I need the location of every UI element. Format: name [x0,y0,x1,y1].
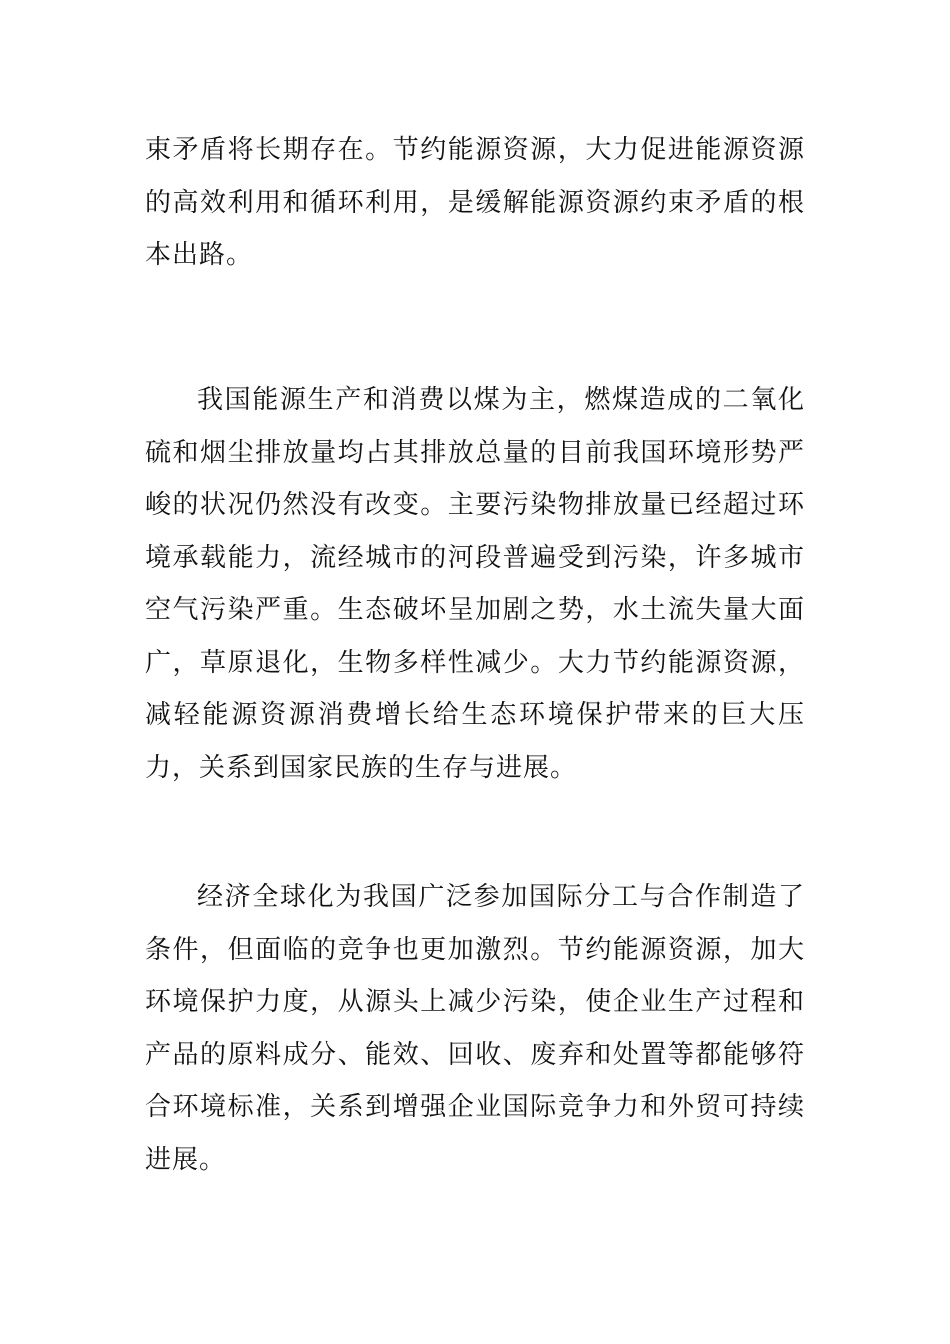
paragraph-globalization: 经济全球化为我国广泛参加国际分工与合作制造了条件，但面临的竞争也更加激烈。节约能源资源，加大环境保护力度，从源头上减少污染，使企业生产过程和产品的原料成分、能效、回收、废弃和处置等都能够符合环境标准，关系到增强企业国际竞争力和外贸可持续进展。 [145,882,805,1175]
paragraph-environment: 我国能源生产和消费以煤为主，燃煤造成的二氧化硫和烟尘排放量均占其排放总量的目前我国环境形势严峻的状况仍然没有改变。主要污染物排放量已经超过环境承载能力，流经城市的河段普遍受到污染，许多城市空气污染严重。生态破坏呈加剧之势，水土流失量大面广，草原退化，生物多样性减少。大力节约能源资源，减轻能源资源消费增长给生态环境保护带来的巨大压力，关系到国家民族的生存与进展。 [145,385,805,783]
paragraph-continuation: 束矛盾将长期存在。节约能源资源，大力促进能源资源的高效利用和循环利用，是缓解能源资源约束矛盾的根本出路。 [145,135,805,270]
